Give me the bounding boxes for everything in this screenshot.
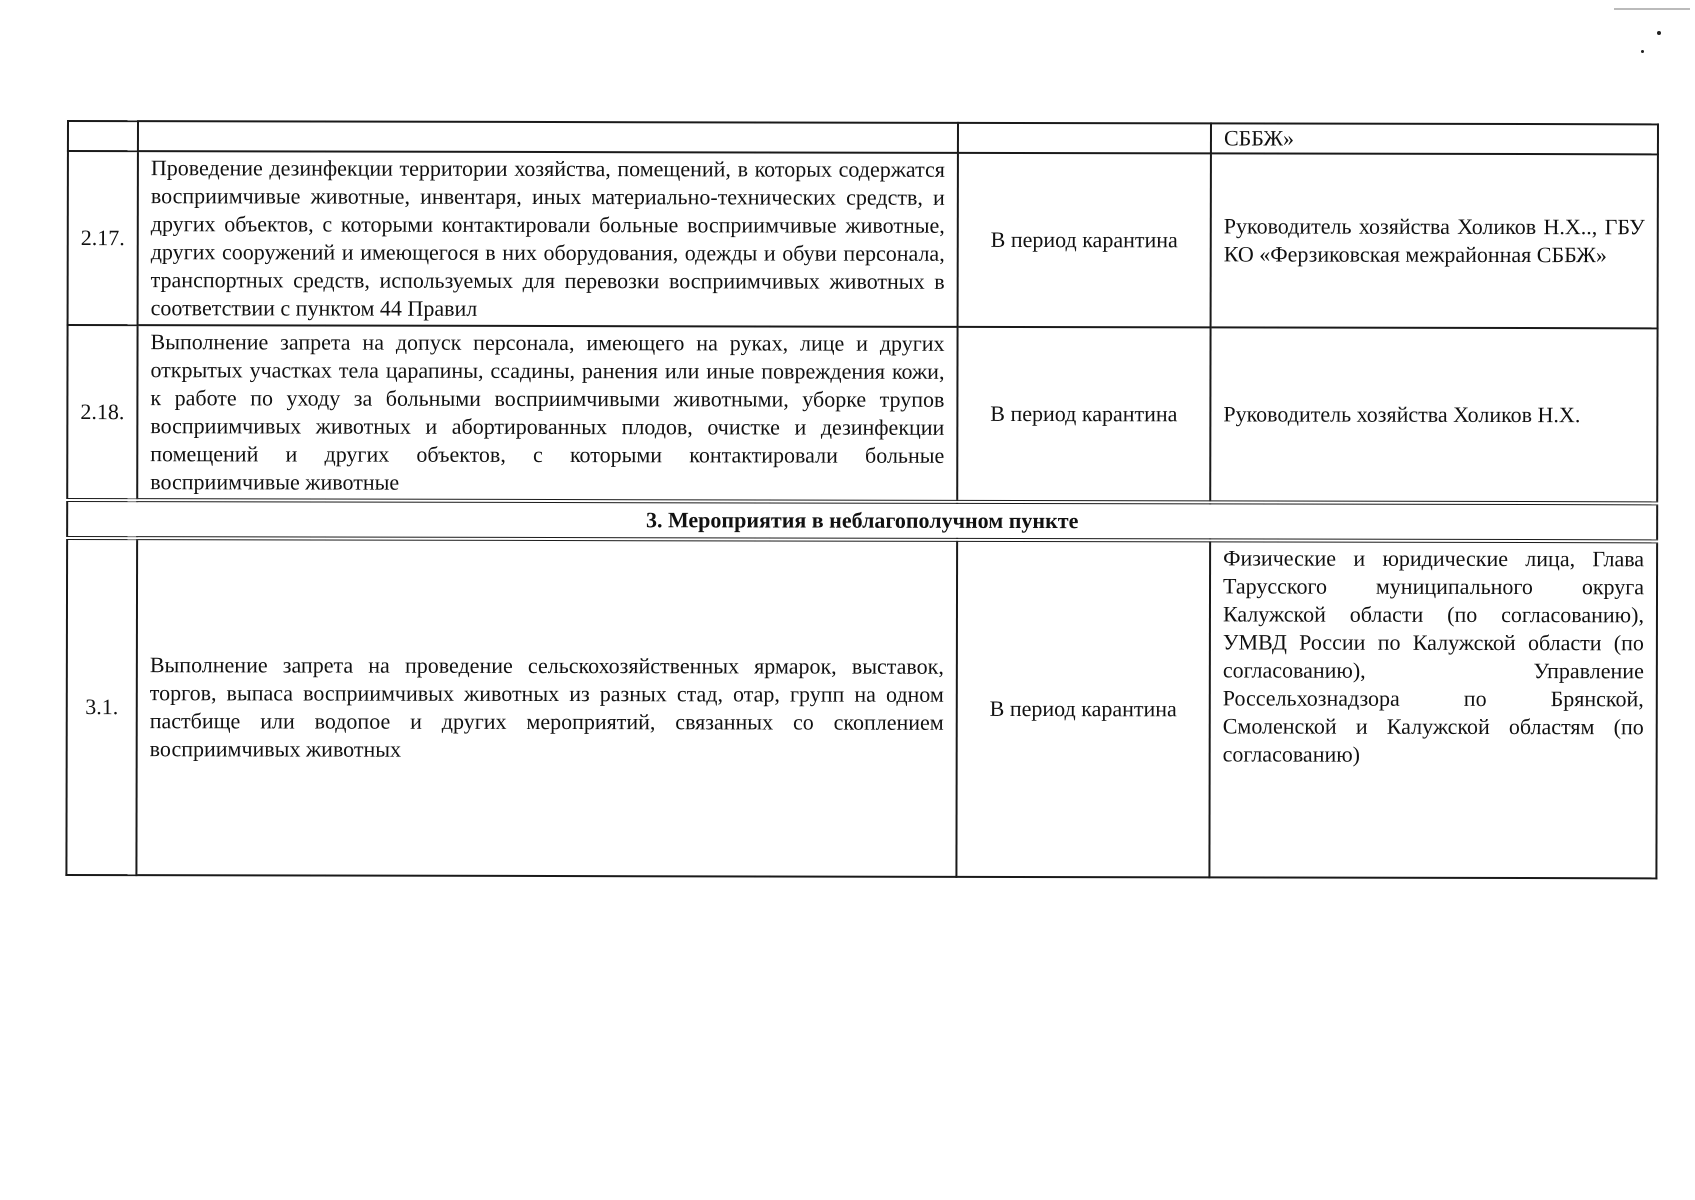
scan-speck bbox=[1641, 50, 1644, 53]
responsible-cell: Физические и юридические лица, Глава Тарусского муниципального округа Калужской области (по согласованию), УМВД России по Калужской области (по согласованию), Управление Россельхознадзора по Брянской, Смоленской и Калужской областям (по согласованию) bbox=[1209, 540, 1657, 878]
row-number-cell bbox=[68, 121, 138, 151]
responsible-cell: СББЖ» bbox=[1211, 123, 1658, 154]
table-row bbox=[66, 538, 1657, 878]
responsible-cell: Руководитель хозяйства Холиков Н.Х. bbox=[1210, 327, 1657, 503]
deadline-cell: В период карантина bbox=[958, 153, 1211, 328]
measure-description-cell: Выполнение запрета на допуск персонала, имеющего на руках, лице и других открытых участках тела царапины, ссадины, ранения или иные повреждения кожи, к работе по уходу за больными восприимчивыми животными, уборке трупов восприимчивых животных и абортированных плодов, очистке и дезинфекции помещений и других объектов, с которыми контактировали больные восприимчивые животные bbox=[137, 325, 957, 502]
deadline-cell bbox=[958, 123, 1211, 154]
section-heading: 3. Мероприятия в неблагополучном пункте bbox=[67, 500, 1657, 541]
measures-table bbox=[65, 120, 1659, 879]
row-number-cell: 2.18. bbox=[67, 325, 137, 500]
scan-edge-mark bbox=[1614, 8, 1690, 10]
measure-description-cell: Проведение дезинфекции территории хозяйства, помещений, в которых содержатся восприимчивые животные, инвентаря, иных материально-технических средств, и других объектов, с которыми контактировали больные восприимчивые животные, других сооружений и имеющегося в них оборудования, одежды и обуви персонала, транспортных средств, используемых для перевозки восприимчивых животных в соответствии с пунктом 44 Правил bbox=[138, 151, 958, 327]
row-number-cell: 2.17. bbox=[68, 151, 138, 325]
section-heading-row bbox=[67, 500, 1657, 541]
table-row bbox=[68, 151, 1658, 328]
responsible-cell: Руководитель хозяйства Холиков Н.Х.., ГБУ КО «Ферзиковская межрайонная СББЖ» bbox=[1211, 153, 1658, 328]
deadline-cell: В период карантина bbox=[956, 540, 1210, 878]
scan-speck bbox=[1657, 31, 1661, 35]
measure-description-cell bbox=[138, 121, 958, 153]
table-row-continuation bbox=[68, 121, 1658, 154]
deadline-cell: В период карантина bbox=[957, 327, 1210, 503]
measure-description-cell: Выполнение запрета на проведение сельскохозяйственных ярмарок, выставок, торгов, выпаса восприимчивых животных из разных стад, отар, групп на одном пастбище или водопое и других мероприятий, связанных со скоплением восприимчивых животных bbox=[136, 538, 957, 877]
table-row bbox=[67, 325, 1657, 503]
row-number-cell: 3.1. bbox=[66, 538, 137, 875]
